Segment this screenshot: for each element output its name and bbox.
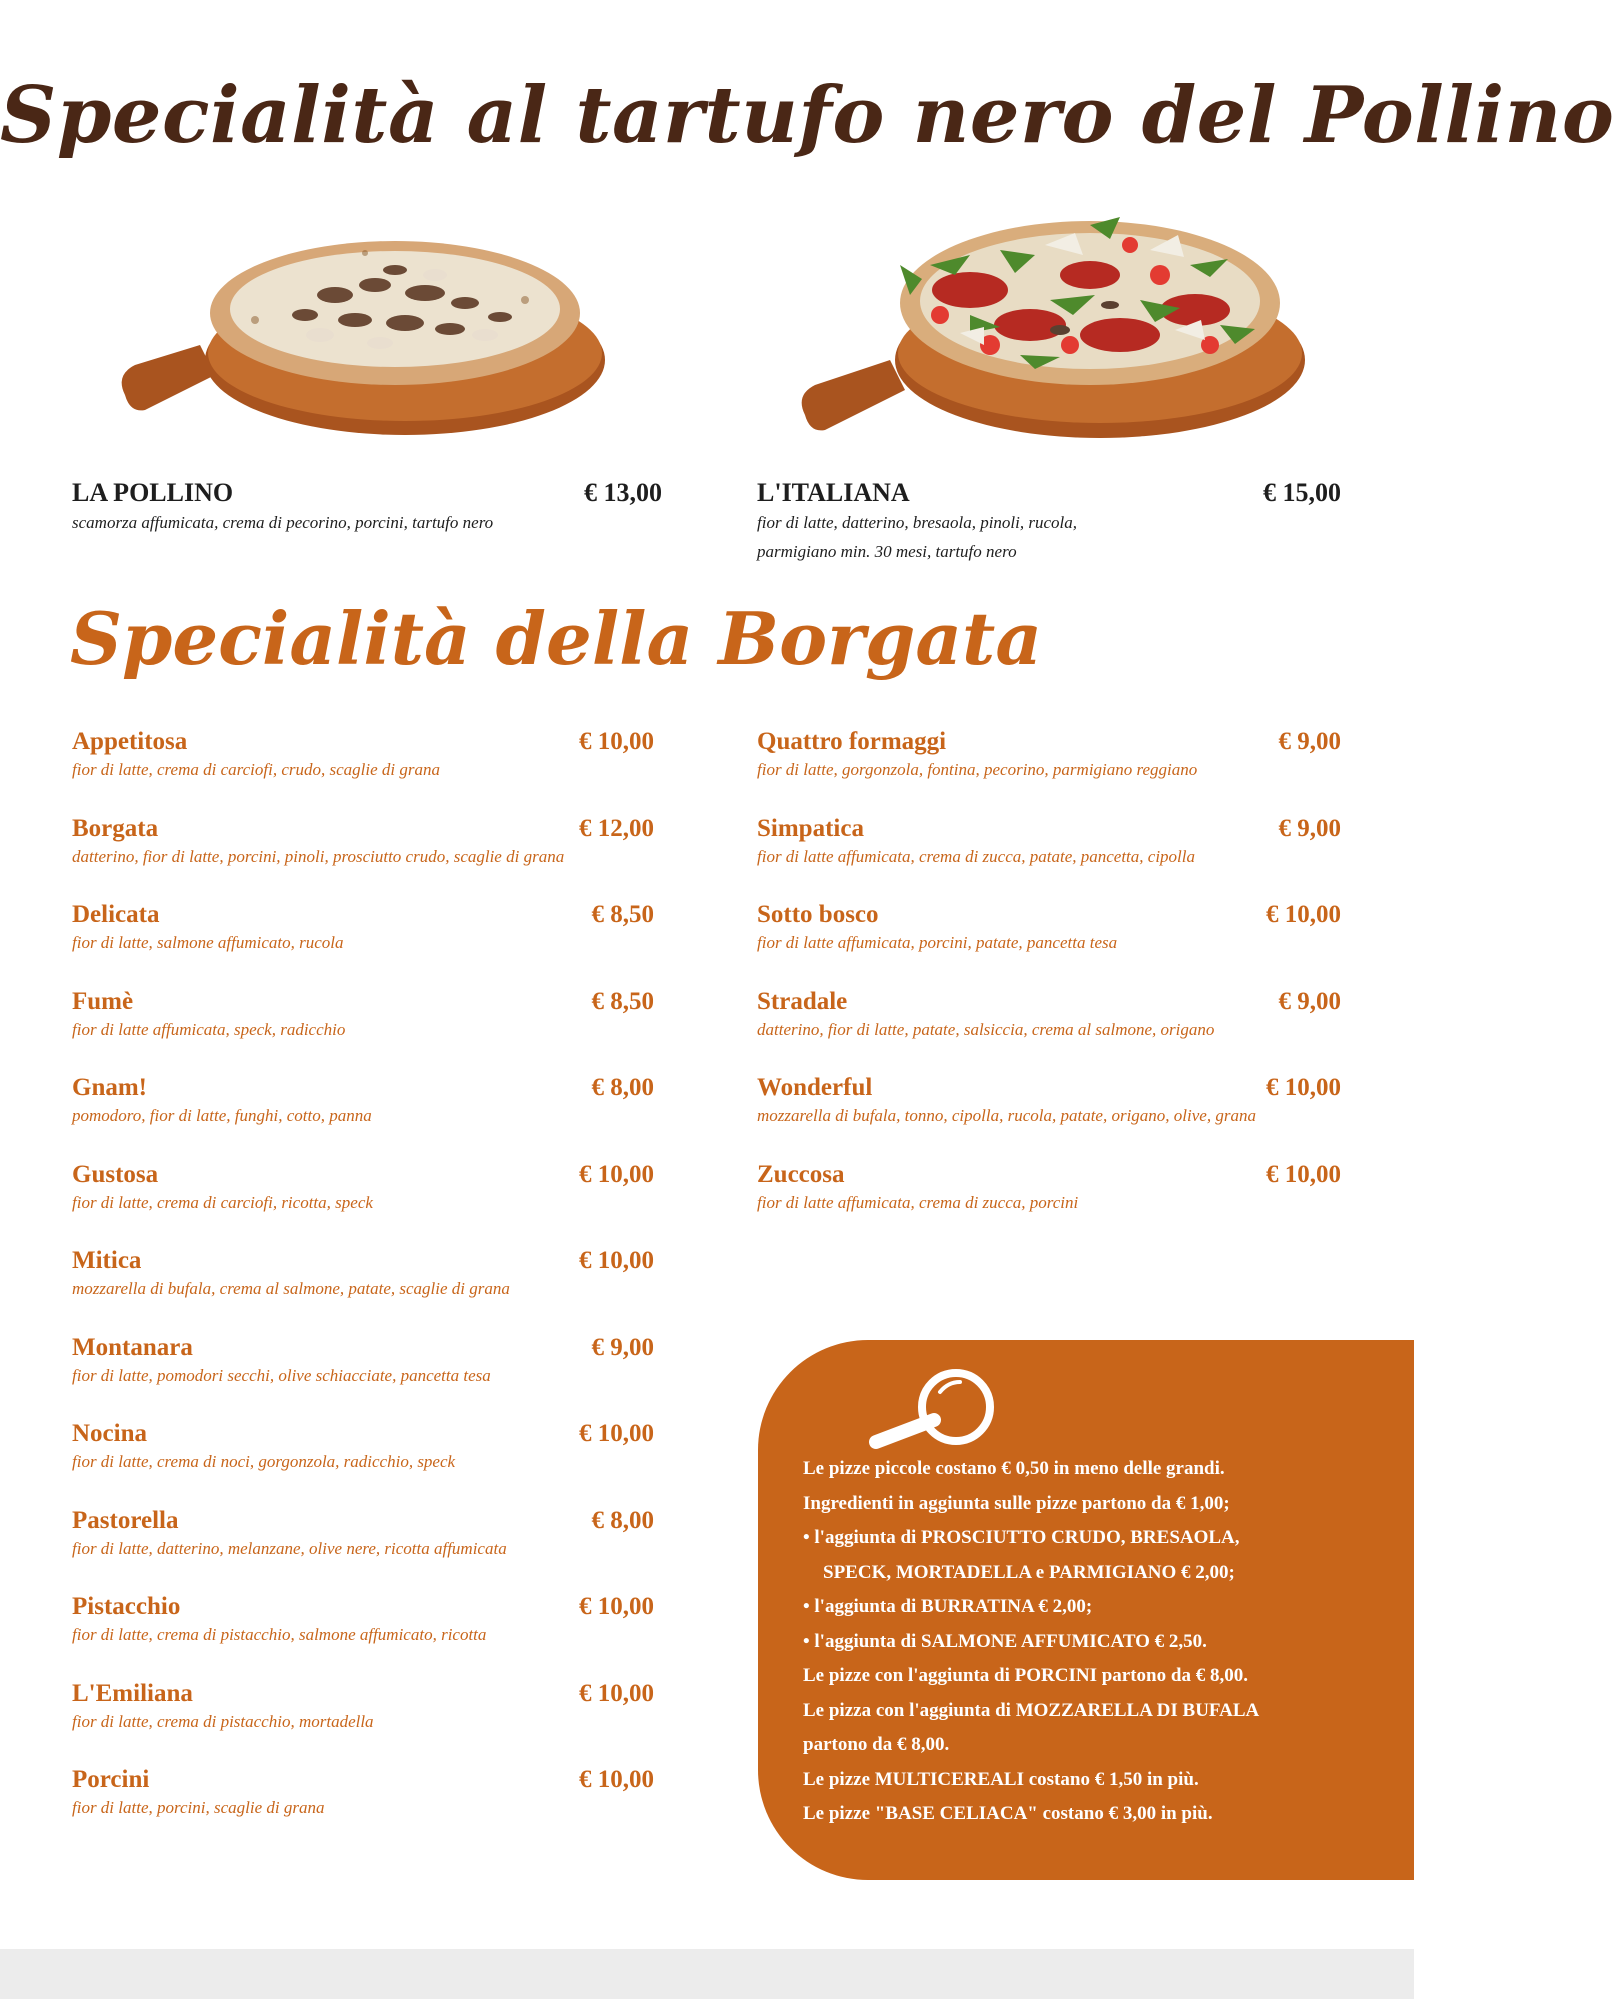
menu-item-price: € 10,00 <box>1266 1160 1341 1188</box>
menu-item-price: € 9,00 <box>1278 814 1341 842</box>
menu-item <box>72 1074 654 1161</box>
menu-item-description: datterino, fior di latte, patate, salsiccia, crema al salmone, origano <box>757 1019 1215 1039</box>
menu-item-name: Stradale <box>757 987 848 1015</box>
menu-item-description: fior di latte, crema di pistacchio, mortadella <box>72 1711 374 1731</box>
menu-item <box>757 1074 1341 1161</box>
menu-item-price: € 9,00 <box>1278 728 1341 755</box>
menu-item-description: fior di latte affumicata, porcini, patate, pancetta tesa <box>757 933 1118 952</box>
menu-item <box>72 1247 654 1334</box>
info-line: Le pizze "BASE CELIACA" costano € 3,00 in più. <box>803 1803 1213 1824</box>
menu-item-name: Simpatica <box>757 814 864 842</box>
menu-item-description: fior di latte, salmone affumicato, rucola <box>72 933 344 952</box>
menu-item-name: Delicata <box>72 901 160 928</box>
menu-item-name: Sotto bosco <box>757 901 879 928</box>
menu-item-price: € 10,00 <box>579 1160 654 1188</box>
menu-item <box>72 1766 654 1853</box>
item-name: L'ITALIANA <box>757 478 910 507</box>
menu-item-price: € 10,00 <box>579 1247 654 1274</box>
menu-item <box>757 728 1341 815</box>
menu-item-name: Porcini <box>72 1766 150 1793</box>
menu-item-name: Fumè <box>72 987 134 1015</box>
menu-item <box>72 1593 654 1680</box>
borgata-section-title: Specialità della Borgata <box>70 596 1042 681</box>
menu-item <box>72 1420 654 1507</box>
menu-item-name: Quattro formaggi <box>757 728 947 755</box>
truffle-item-la-pollino <box>72 478 662 537</box>
menu-item-name: Mitica <box>72 1247 142 1274</box>
info-text <box>803 1452 1403 1832</box>
menu-item-name: Pastorella <box>72 1506 179 1534</box>
menu-item-description: fior di latte, gorgonzola, fontina, pecorino, parmigiano reggiano <box>757 760 1198 779</box>
magnifying-glass-icon <box>856 1362 1006 1457</box>
info-line: • l'aggiunta di BURRATINA € 2,00; <box>803 1596 1093 1617</box>
litaliana-pizza-image <box>790 205 1320 460</box>
menu-column-left <box>72 728 654 1853</box>
menu-item-description: fior di latte, crema di pistacchio, salmone affumicato, ricotta <box>72 1625 487 1644</box>
la-pollino-pizza-image <box>105 225 605 455</box>
menu-item-price: € 9,00 <box>591 1333 654 1361</box>
menu-item-description: fior di latte affumicata, speck, radicchio <box>72 1019 346 1039</box>
menu-item-price: € 10,00 <box>579 728 654 755</box>
menu-item-price: € 10,00 <box>1266 901 1341 928</box>
menu-item-name: Nocina <box>72 1420 147 1447</box>
menu-item-description: fior di latte, crema di carciofi, ricotta, speck <box>72 1192 373 1212</box>
menu-item-name: Wonderful <box>757 1074 873 1101</box>
info-box <box>758 1340 1414 1880</box>
menu-item <box>72 901 654 988</box>
info-line: Le pizza con l'aggiunta di MOZZARELLA DI BUFALA <box>803 1699 1260 1721</box>
menu-item-description: fior di latte affumicata, crema di zucca, patate, pancetta, cipolla <box>757 846 1195 866</box>
info-line: Le pizze con l'aggiunta di PORCINI partono da € 8,00. <box>803 1665 1248 1686</box>
menu-item <box>72 815 654 902</box>
menu-item-name: Pistacchio <box>72 1593 181 1620</box>
truffle-section-title: Specialità al tartufo nero del Pollino <box>0 70 1614 161</box>
info-line: Ingredienti in aggiunta sulle pizze partono da € 1,00; <box>803 1492 1230 1514</box>
info-line: partono da € 8,00. <box>803 1734 950 1755</box>
menu-item-price: € 10,00 <box>1266 1074 1341 1101</box>
info-line: • l'aggiunta di PROSCIUTTO CRUDO, BRESAOLA, <box>803 1527 1240 1548</box>
info-line: Le pizze MULTICEREALI costano € 1,50 in più. <box>803 1768 1199 1790</box>
menu-item-price: € 8,00 <box>591 1074 654 1101</box>
menu-item-description: mozzarella di bufala, crema al salmone, patate, scaglie di grana <box>72 1279 510 1298</box>
menu-item-price: € 10,00 <box>579 1766 654 1793</box>
menu-item <box>72 1680 654 1767</box>
menu-item-price: € 8,00 <box>591 1506 654 1534</box>
menu-item-name: Borgata <box>72 814 159 842</box>
menu-item <box>72 1507 654 1594</box>
menu-item <box>72 728 654 815</box>
menu-item-description: fior di latte, pomodori secchi, olive schiacciate, pancetta tesa <box>72 1365 491 1385</box>
menu-item <box>757 988 1341 1075</box>
truffle-item-litaliana <box>757 478 1341 566</box>
info-line: Le pizze piccole costano € 0,50 in meno delle grandi. <box>803 1458 1225 1479</box>
menu-item-name: Appetitosa <box>72 728 188 755</box>
menu-item-name: Montanara <box>72 1333 193 1361</box>
menu-item-description: fior di latte, porcini, scaglie di grana <box>72 1798 325 1817</box>
menu-item-price: € 8,50 <box>591 987 654 1015</box>
menu-item <box>72 1161 654 1248</box>
menu-item-price: € 8,50 <box>591 901 654 928</box>
menu-item-name: L'Emiliana <box>72 1679 193 1707</box>
menu-item <box>72 1334 654 1421</box>
info-line: SPECK, MORTADELLA e PARMIGIANO € 2,00; <box>823 1561 1235 1583</box>
menu-item-price: € 10,00 <box>579 1679 654 1707</box>
menu-item-description: fior di latte, crema di noci, gorgonzola, radicchio, speck <box>72 1452 456 1471</box>
menu-column-right <box>757 728 1341 1247</box>
menu-item-description: fior di latte, crema di carciofi, crudo, scaglie di grana <box>72 760 440 779</box>
menu-item-description: pomodoro, fior di latte, funghi, cotto, panna <box>72 1106 372 1125</box>
item-price: € 13,00 <box>584 478 662 507</box>
menu-item <box>757 901 1341 988</box>
menu-item-description: datterino, fior di latte, porcini, pinoli, prosciutto crudo, scaglie di grana <box>72 846 565 866</box>
item-name: LA POLLINO <box>72 478 234 507</box>
item-description-line-1: fior di latte, datterino, bresaola, pinoli, rucola, <box>757 513 1078 532</box>
info-line: • l'aggiunta di SALMONE AFFUMICATO € 2,50. <box>803 1630 1207 1652</box>
footer-strip <box>0 1949 1414 1999</box>
menu-item-price: € 10,00 <box>579 1593 654 1620</box>
menu-item-description: fior di latte, datterino, melanzane, olive nere, ricotta affumicata <box>72 1538 507 1558</box>
menu-item-price: € 12,00 <box>579 814 654 842</box>
menu-item-price: € 10,00 <box>579 1420 654 1447</box>
menu-item-price: € 9,00 <box>1278 987 1341 1015</box>
menu-item <box>757 1161 1341 1248</box>
menu-item <box>72 988 654 1075</box>
menu-item <box>757 815 1341 902</box>
menu-item-description: fior di latte affumicata, crema di zucca, porcini <box>757 1192 1079 1212</box>
menu-item-description: mozzarella di bufala, tonno, cipolla, rucola, patate, origano, olive, grana <box>757 1106 1256 1125</box>
item-description-line-2: parmigiano min. 30 mesi, tartufo nero <box>757 542 1017 561</box>
menu-item-name: Gustosa <box>72 1160 159 1188</box>
menu-item-name: Zuccosa <box>757 1160 845 1188</box>
menu-item-name: Gnam! <box>72 1074 147 1101</box>
item-price: € 15,00 <box>1263 478 1341 507</box>
item-description: scamorza affumicata, crema di pecorino, porcini, tartufo nero <box>72 513 494 532</box>
